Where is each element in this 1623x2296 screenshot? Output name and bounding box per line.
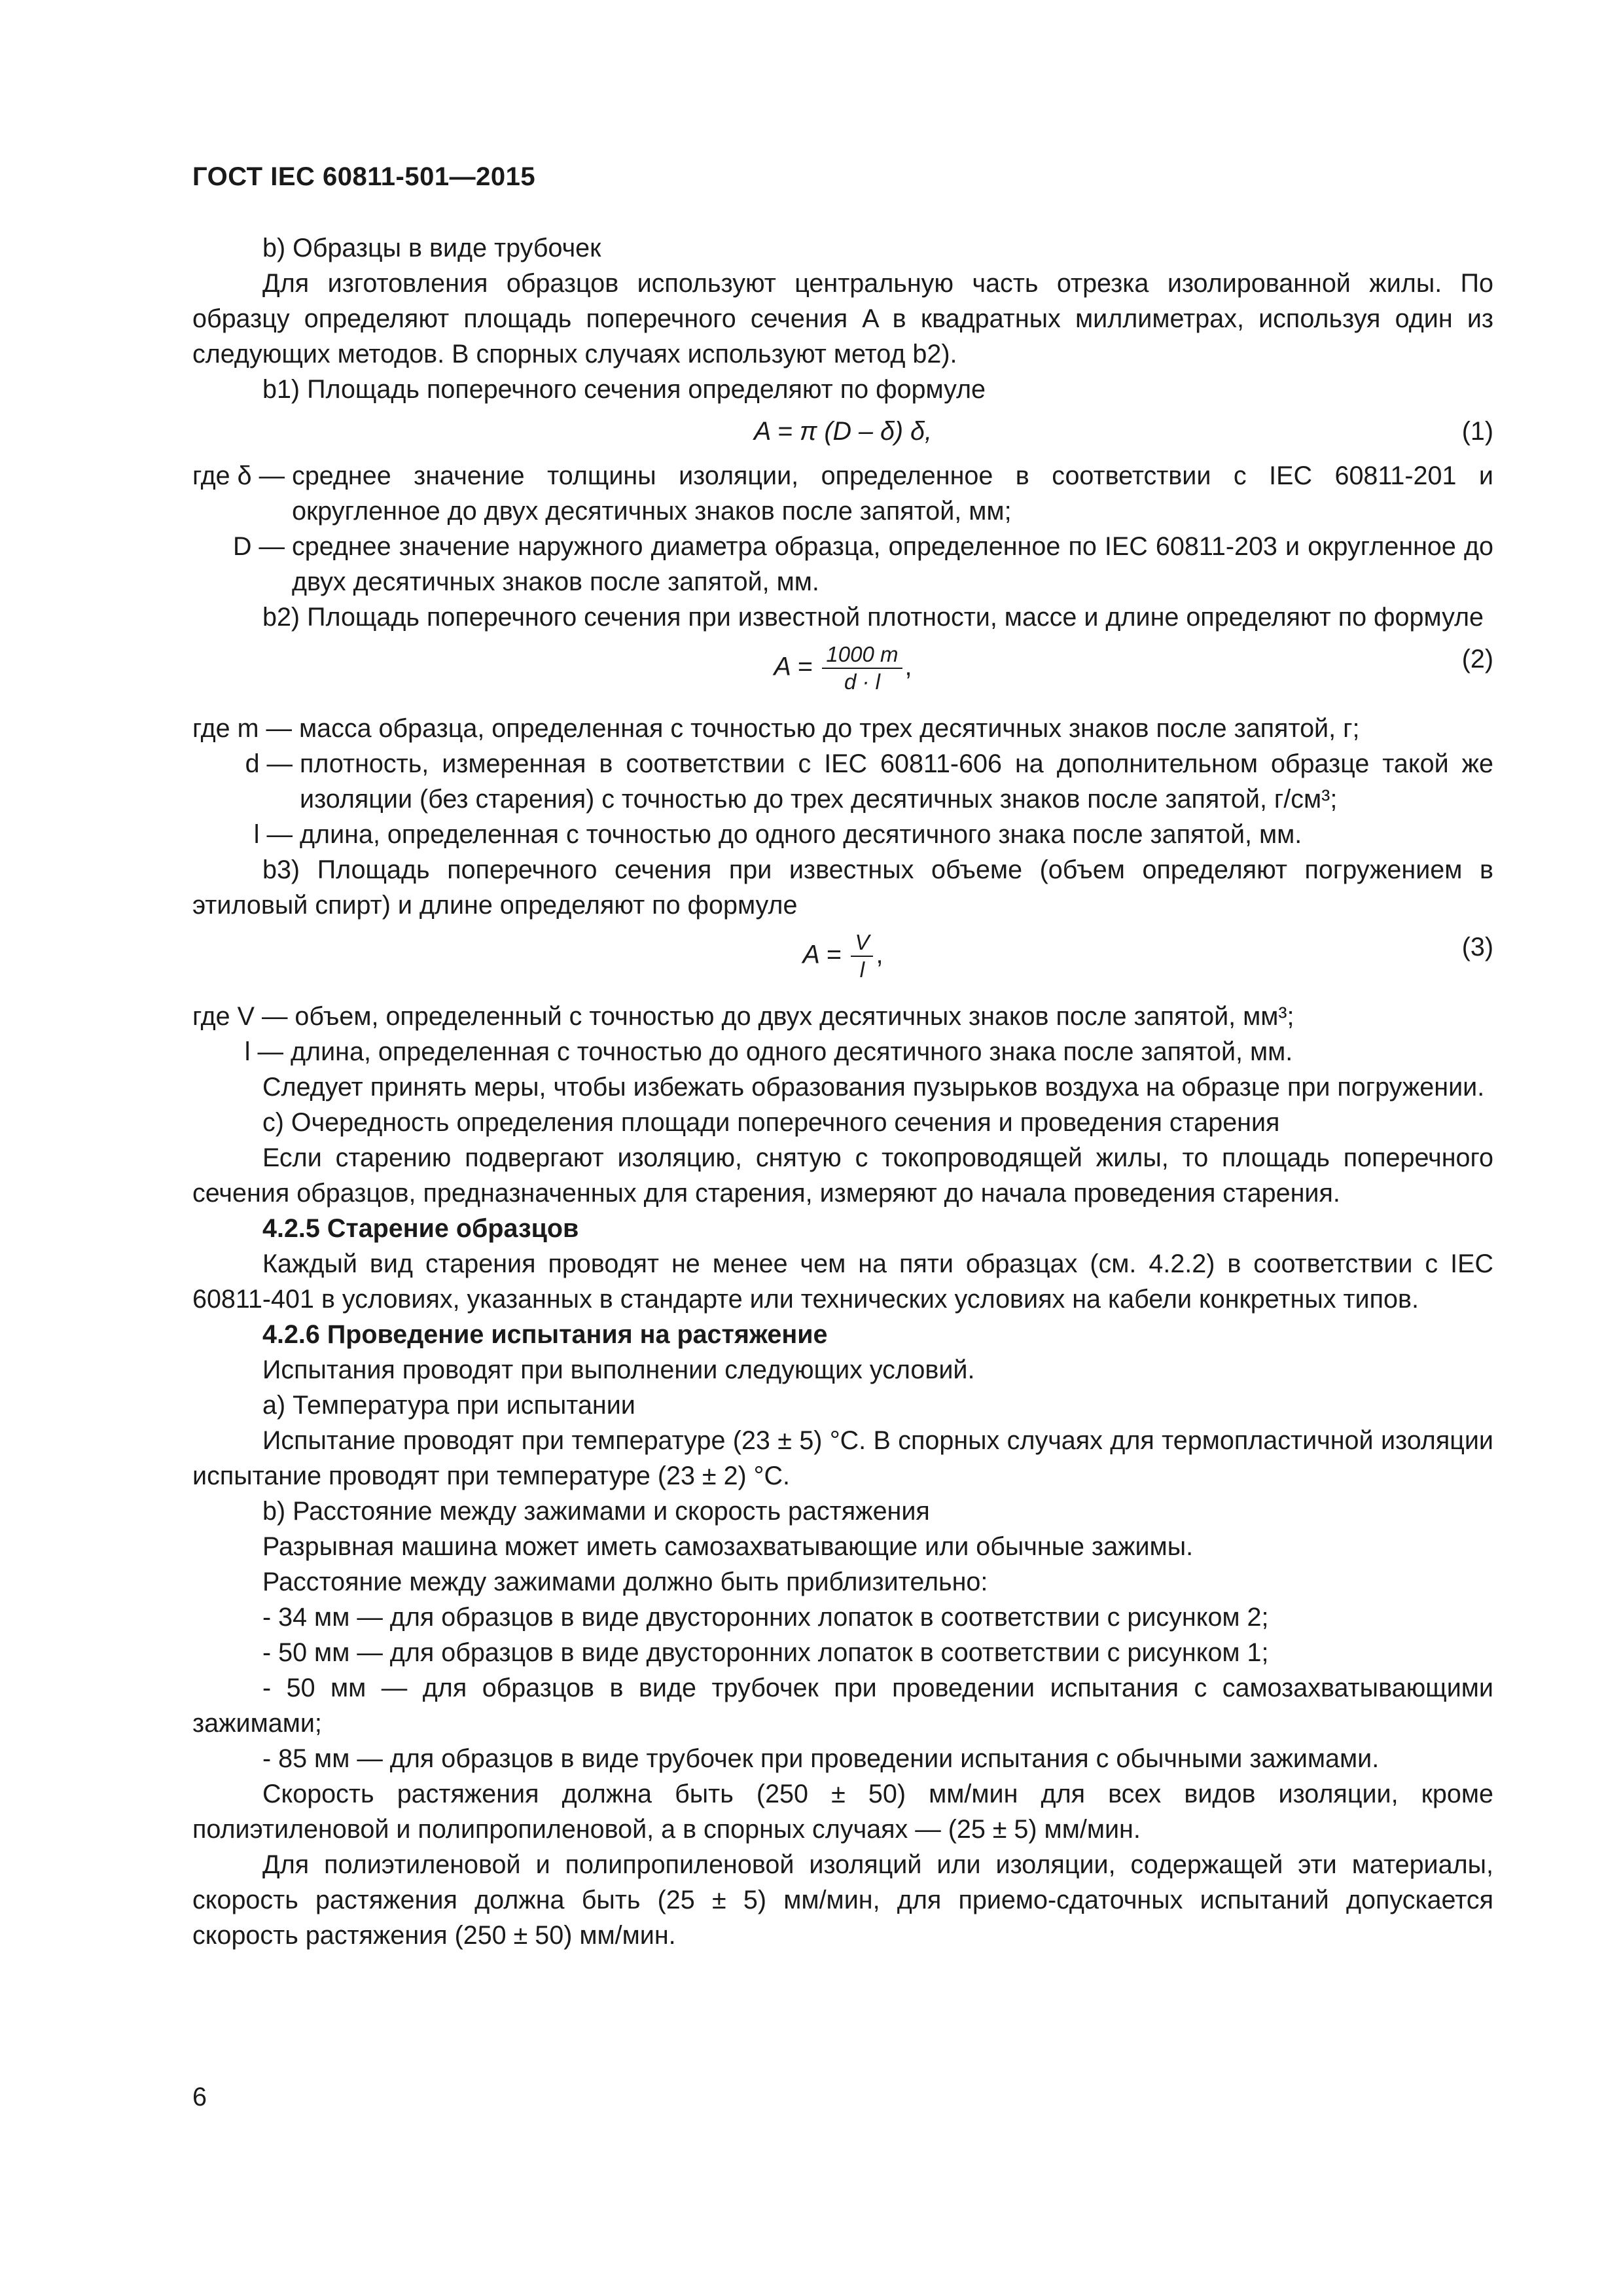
- formula-number: (2): [1461, 645, 1493, 673]
- formula-2: [192, 635, 1493, 711]
- section-heading: 4.2.5 Старение образцов: [262, 1214, 579, 1243]
- definition-text: плотность, измеренная в соответствии с IEC 60811-606 на дополнительном образце такой же изоляции (без старения) с точностью до трех десятичных знаков после запятой, г/см³;: [300, 749, 1493, 814]
- definition-text: длина, определенная с точностью до одного десятичного знака после запятой, мм.: [291, 1037, 1293, 1066]
- paragraph: Скорость растяжения должна быть (250 ± 50) мм/мин для всех видов изоляции, кроме полиэтиленовой и полипропиленовой, а в спорных случаях — (25 ± 5) мм/мин.: [192, 1780, 1493, 1844]
- paragraph: Для изготовления образцов используют центральную часть отрезка изолированной жилы. По образцу определяют площадь поперечного сечения A в квадратных миллиметрах, используя один из следующих методов. В спорных случаях используют метод b2).: [192, 269, 1493, 368]
- formula-tail: ,: [876, 940, 883, 969]
- fraction-numerator: 1000 m: [822, 641, 902, 669]
- paragraph: Испытания проводят при выполнении следующих условий.: [262, 1355, 975, 1384]
- definition-text: длина, определенная с точностью до одного десятичного знака после запятой, мм.: [300, 820, 1302, 849]
- paragraph: b) Образцы в виде трубочек: [262, 234, 601, 262]
- paragraph: b1) Площадь поперечного сечения определяют по формуле: [262, 375, 986, 404]
- paragraph: c) Очередность определения площади поперечного сечения и проведения старения: [262, 1108, 1280, 1137]
- paragraph: a) Температура при испытании: [262, 1391, 635, 1420]
- definition-row: [192, 1034, 1493, 1069]
- formula-number: (1): [1461, 417, 1493, 446]
- definition-row: [192, 529, 1493, 600]
- fraction: [822, 641, 902, 695]
- definition-term: l —: [244, 1037, 291, 1066]
- definition-term: l —: [253, 820, 300, 849]
- paragraph: b3) Площадь поперечного сечения при известных объеме (объем определяют погружением в этиловый спирт) и длине определяют по формуле: [192, 855, 1493, 920]
- paragraph: Если старению подвергают изоляцию, снятую с токопроводящей жилы, то площадь поперечного сечения образцов, предназначенных для старения, измеряют до начала проведения старения.: [192, 1143, 1493, 1208]
- definition-text: среднее значение наружного диаметра образца, определенное по IEC 60811-203 и округленное до двух десятичных знаков после запятой, мм.: [292, 532, 1493, 596]
- definition-row: [192, 746, 1493, 817]
- fraction-denominator: l: [859, 958, 865, 982]
- definition-term: d —: [245, 749, 300, 778]
- fraction-numerator: V: [851, 929, 873, 957]
- document-body: [192, 230, 1493, 1953]
- definition-term: где m —: [192, 714, 299, 743]
- paragraph: Каждый вид старения проводят не менее чем на пяти образцах (см. 4.2.2) в соответствии с IEC 60811-401 в условиях, указанных в стандарте или технических условиях на кабели конкретных типов.: [192, 1249, 1493, 1314]
- definition-text: масса образца, определенная с точностью до трех десятичных знаков после запятой, г;: [298, 714, 1360, 743]
- list-item: - 34 мм — для образцов в виде двусторонних лопаток в соответствии с рисунком 2;: [262, 1603, 1269, 1632]
- formula-lhs: A =: [774, 652, 813, 681]
- paragraph: Следует принять меры, чтобы избежать образования пузырьков воздуха на образце при погружении.: [262, 1073, 1485, 1102]
- fraction: [851, 929, 873, 983]
- definition-term: где V —: [192, 1002, 295, 1031]
- definition-term: D —: [233, 532, 292, 561]
- list-item: - 85 мм — для образцов в виде трубочек при проведении испытания с обычными зажимами.: [262, 1744, 1380, 1773]
- formula-3: [192, 923, 1493, 999]
- list-item: - 50 мм — для образцов в виде трубочек при проведении испытания с самозахватывающими зажимами;: [192, 1674, 1493, 1738]
- paragraph: Разрывная машина может иметь самозахватывающие или обычные зажимы.: [262, 1532, 1194, 1561]
- paragraph: b2) Площадь поперечного сечения при известной плотности, массе и длине определяют по формуле: [262, 603, 1484, 632]
- formula-number: (3): [1461, 933, 1493, 961]
- formula-expression: A = π (D – δ) δ,: [754, 417, 932, 446]
- definition-row: [192, 711, 1493, 746]
- page-number: 6: [192, 2083, 207, 2111]
- definition-row: [192, 817, 1493, 852]
- definition-text: среднее значение толщины изоляции, определенное в соответствии с IEC 60811-201 и округленное до двух десятичных знаков после запятой, мм;: [292, 461, 1493, 526]
- list-item: - 50 мм — для образцов в виде двусторонних лопаток в соответствии с рисунком 1;: [262, 1638, 1269, 1667]
- paragraph: Расстояние между зажимами должно быть приблизительно:: [262, 1568, 988, 1596]
- definition-row: [192, 458, 1493, 529]
- paragraph: b) Расстояние между зажимами и скорость растяжения: [262, 1497, 930, 1526]
- paragraph: Испытание проводят при температуре (23 ± 5) °C. В спорных случаях для термопластичной изоляции испытание проводят при температуре (23 ± 2) °C.: [192, 1426, 1493, 1490]
- section-heading: 4.2.6 Проведение испытания на растяжение: [262, 1320, 828, 1349]
- formula-1: [192, 407, 1493, 458]
- paragraph: Для полиэтиленовой и полипропиленовой изоляций или изоляции, содержащей эти материалы, скорость растяжения должна быть (25 ± 5) мм/мин, для приемо-сдаточных испытаний допускается скорость растяжения (250 ± 50) мм/мин.: [192, 1850, 1493, 1950]
- definition-row: [192, 999, 1493, 1034]
- formula-tail: ,: [904, 652, 912, 681]
- document-header: ГОСТ IEC 60811-501—2015: [192, 162, 536, 191]
- formula-lhs: A =: [802, 940, 842, 969]
- definition-term: где δ —: [192, 461, 293, 490]
- fraction-denominator: d · l: [844, 670, 880, 694]
- definition-text: объем, определенный с точностью до двух десятичных знаков после запятой, мм³;: [294, 1002, 1294, 1031]
